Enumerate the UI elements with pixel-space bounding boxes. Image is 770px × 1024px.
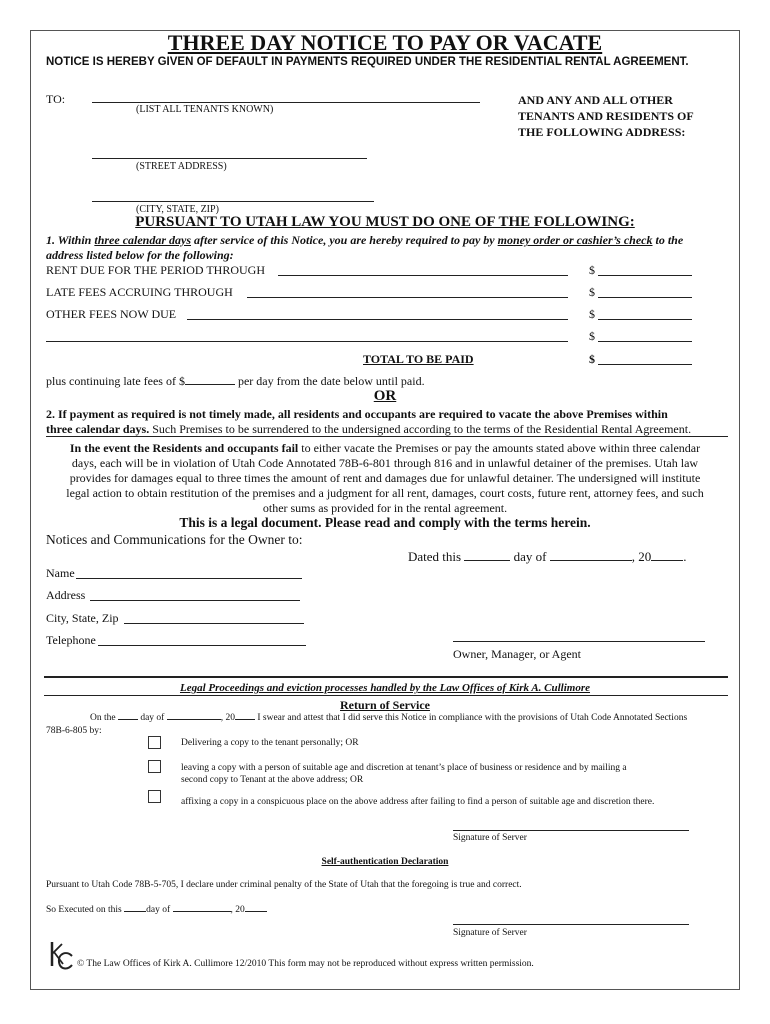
event-line-2: days, each will be in violation of Utah Code Annotated 78B-6-801 through 816 and in unlawful detainer of the premises. Utah law (71, 456, 699, 470)
dated-day-blank[interactable] (464, 560, 510, 561)
executed-day-blank[interactable] (124, 911, 146, 912)
event-paragraph (0, 441, 770, 516)
rent-period-line[interactable] (278, 275, 568, 276)
on-the-line: On the day of , 20 I swear and attest that I did serve this Notice in compliance with the provisions of Utah Code Annotated Sections (90, 713, 688, 723)
legal-document-statement: This is a legal document. Please read and comply with the terms herein. (179, 515, 591, 530)
pursuant-code-statement: Pursuant to Utah Code 78B-5-705, I declare under criminal penalty of the State of Utah that the foregoing is true and correct. (46, 880, 522, 890)
event-line-4: legal action to obtain restitution of the premises and a judgment for all rent, damages, court costs, future rent, attorney fees, and such (66, 486, 704, 500)
total-dollar-sign: $ (589, 352, 595, 366)
dated-year-blank[interactable] (651, 560, 683, 561)
service-month-blank[interactable] (167, 719, 221, 720)
total-amount-line[interactable] (598, 364, 692, 365)
owner-address-line[interactable] (90, 600, 300, 601)
event-line-3: provides for damages equal to three times the amount of rent and damages due for unlawful detainer. The undersigned will institute (69, 471, 701, 485)
owner-city-label: City, State, Zip (46, 611, 119, 625)
owner-telephone-line[interactable] (98, 645, 306, 646)
extra-dollar-sign: $ (589, 329, 595, 343)
total-label: TOTAL TO BE PAID (363, 352, 474, 366)
continuing-fees-line: plus continuing late fees of $ per day from the date below until paid. (46, 374, 425, 388)
server-signature-line-2[interactable] (453, 924, 689, 925)
other-tenants-line-2: TENANTS AND RESIDENTS OF (518, 109, 694, 123)
rent-amount-line[interactable] (598, 275, 692, 276)
owner-signature-line[interactable] (453, 641, 705, 642)
copyright-footer: © The Law Offices of Kirk A. Cullimore 12/2010 This form may not be reproduced without express written permission. (77, 959, 534, 969)
event-line-5: other sums as provided for in the rental agreement. (262, 501, 508, 515)
other-tenants-block (518, 92, 694, 140)
item-1-line-2: address listed below for the following: (46, 248, 234, 262)
page-title: THREE DAY NOTICE TO PAY OR VACATE (167, 30, 603, 55)
pursuant-heading: PURSUANT TO UTAH LAW YOU MUST DO ONE OF THE FOLLOWING: (135, 214, 635, 230)
event-line-1: In the event the Residents and occupants fail to either vacate the Premises or pay the amounts stated above within three calendar (69, 441, 701, 455)
rent-dollar-sign: $ (589, 263, 595, 277)
other-dollar-sign: $ (589, 307, 595, 321)
executed-month-blank[interactable] (173, 911, 231, 912)
server-signature-caption-1: Signature of Server (453, 833, 527, 843)
owner-telephone-label: Telephone (46, 633, 96, 647)
item-2-line-2: three calendar days. Such Premises to be surrendered to the undersigned according to the terms of the Residential Rental Agreement. (46, 422, 692, 436)
other-fees-amount-line[interactable] (598, 319, 692, 320)
service-year-blank[interactable] (235, 719, 255, 720)
owner-address-label: Address (46, 588, 86, 602)
owner-name-line[interactable] (76, 578, 302, 579)
notices-to-owner: Notices and Communications for the Owner to: (46, 532, 303, 547)
service-suitable-person-checkbox[interactable] (148, 760, 161, 773)
to-label: TO: (46, 92, 66, 106)
late-fees-label: LATE FEES ACCRUING THROUGH (46, 285, 233, 299)
service-personal-checkbox[interactable] (148, 736, 161, 749)
tenants-line[interactable] (92, 102, 480, 103)
service-affixing-checkbox[interactable] (148, 790, 161, 803)
executed-year-blank[interactable] (245, 911, 267, 912)
server-signature-line-1[interactable] (453, 830, 689, 831)
city-caption: (CITY, STATE, ZIP) (136, 204, 219, 215)
item-2-line-1: 2. If payment as required is not timely made, all residents and occupants are required to vacate the above Premises within (46, 407, 668, 421)
legal-proceedings-line: Legal Proceedings and eviction processes handled by the Law Offices of Kirk A. Cullimore (179, 682, 591, 694)
dated-line: Dated this day of , 20 . (408, 549, 687, 564)
section-divider (44, 676, 728, 678)
owner-city-line[interactable] (124, 623, 304, 624)
extra-fees-line[interactable] (46, 341, 568, 342)
service-day-blank[interactable] (118, 719, 138, 720)
continuing-fee-blank[interactable] (185, 384, 235, 385)
city-state-zip-line[interactable] (92, 201, 374, 202)
other-tenants-line-1: AND ANY AND ALL OTHER (518, 93, 673, 107)
owner-name-label: Name (46, 566, 75, 580)
executed-line: So Executed on this day of , 20 (46, 905, 267, 915)
or-label: OR (373, 388, 397, 404)
service-option-suitable-person: leaving a copy with a person of suitable age and discretion at tenant’s place of business or residence and by mailing a second copy to Tenant at the above address; OR (181, 763, 627, 785)
street-address-line[interactable] (92, 158, 367, 159)
service-option-affixing: affixing a copy in a conspicuous place on the above address after failing to find a person of suitable age and discretion there. (181, 797, 655, 807)
legal-proceedings-underline (44, 695, 728, 696)
late-fees-period-line[interactable] (247, 297, 568, 298)
rent-due-label: RENT DUE FOR THE PERIOD THROUGH (46, 263, 266, 277)
extra-fees-amount-line[interactable] (598, 341, 692, 342)
other-fees-line[interactable] (187, 319, 568, 320)
dated-month-blank[interactable] (550, 560, 632, 561)
item-2-underline (46, 436, 728, 437)
self-auth-heading: Self-authentication Declaration (321, 857, 449, 867)
default-notice-line: NOTICE IS HEREBY GIVEN OF DEFAULT IN PAYMENTS REQUIRED UNDER THE RESIDENTIAL RENTAL AGREEMENT. (46, 56, 689, 68)
on-the-line-2: 78B-6-805 by: (46, 726, 102, 736)
other-tenants-line-3: THE FOLLOWING ADDRESS: (518, 125, 686, 139)
owner-caption: Owner, Manager, or Agent (453, 647, 581, 661)
tenants-caption: (LIST ALL TENANTS KNOWN) (136, 104, 274, 115)
street-caption: (STREET ADDRESS) (136, 161, 227, 172)
late-fees-amount-line[interactable] (598, 297, 692, 298)
service-option-personal: Delivering a copy to the tenant personally; OR (181, 738, 359, 748)
late-dollar-sign: $ (589, 285, 595, 299)
return-of-service-heading: Return of Service (340, 698, 430, 712)
server-signature-caption-2: Signature of Server (453, 928, 527, 938)
item-1-line-1: 1. Within three calendar days after service of this Notice, you are hereby required to pay by money order or cashier’s check to the (46, 233, 684, 247)
kc-logo-icon (46, 938, 74, 972)
other-fees-label: OTHER FEES NOW DUE (46, 307, 177, 321)
